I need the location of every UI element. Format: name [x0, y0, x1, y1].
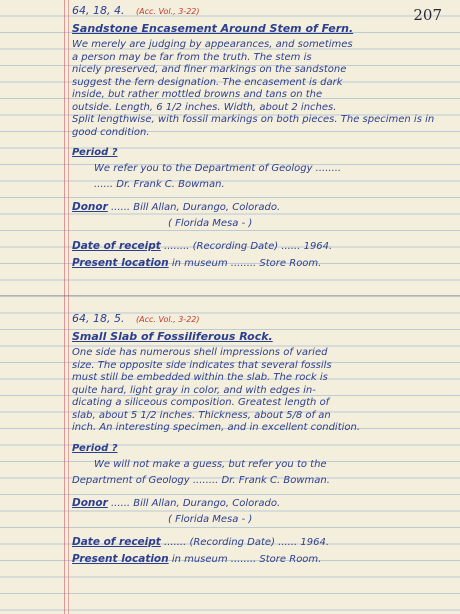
period-label: Period ?: [72, 442, 118, 454]
entry-title: Small Slab of Fossiliferous Rock.: [72, 330, 273, 343]
entry-reference: (Acc. Vol., 3-22): [135, 315, 200, 324]
donor-row: [72, 495, 452, 512]
entry-description: [72, 347, 452, 435]
donor-location: ( Florida Mesa - ): [168, 218, 253, 229]
receipt-value: ........ (Recording Date) ...... 1964.: [164, 241, 333, 252]
entry-2: [72, 310, 452, 568]
description-line: We merely are judging by appearances, and sometimes: [72, 39, 353, 50]
entry-1: [72, 2, 452, 272]
description-line: size. The opposite side indicates that several fossils: [72, 359, 332, 371]
description-line: One side has numerous shell impressions of varied: [72, 347, 328, 358]
description-line: dicating a siliceous composition. Greatest length of: [72, 397, 330, 408]
receipt-value: ....... (Recording Date) ...... 1964.: [164, 536, 330, 548]
donor-row: [72, 199, 452, 216]
description-line: nicely preserved, and finer markings on the sandstone: [72, 64, 347, 75]
entry-description: [72, 39, 452, 139]
description-line: suggest the fern designation. The encasement is dark: [72, 76, 343, 88]
entry-divider: [0, 295, 460, 296]
location-value: in museum ........ Store Room.: [171, 258, 322, 269]
donor-location: ( Florida Mesa - ): [168, 513, 253, 525]
receipt-label: Date of receipt: [72, 240, 161, 252]
receipt-row: [72, 238, 452, 255]
entry-number: 64, 18, 5.: [72, 312, 125, 325]
location-row: [72, 551, 452, 568]
description-line: Split lengthwise, with fossil markings on both pieces. The specimen is in good condition.: [72, 114, 435, 138]
receipt-row: [72, 534, 452, 551]
description-line: inch. An interesting specimen, and in excellent condition.: [72, 422, 361, 433]
page-number: 207: [413, 6, 442, 24]
location-label: Present location: [72, 257, 169, 269]
period-text: ...... Dr. Frank C. Bowman.: [94, 179, 225, 190]
location-row: [72, 255, 452, 272]
location-value: in museum ........ Store Room.: [171, 553, 322, 565]
entry-number: 64, 18, 4.: [72, 4, 125, 17]
donor-value: ...... Bill Allan, Durango, Colorado.: [110, 202, 281, 213]
location-label: Present location: [72, 552, 169, 565]
description-line: quite hard, light gray in color, and with edges in-: [72, 384, 316, 396]
period-text: Department of Geology ........ Dr. Frank C. Bowman.: [72, 474, 330, 486]
description-line: slab, about 5 1/2 inches. Thickness, about 5/8 of an: [72, 409, 331, 421]
period-text: We refer you to the Department of Geology ........: [94, 163, 342, 174]
entry-title: Sandstone Encasement Around Stem of Fern.: [72, 22, 354, 35]
period-text: We will not make a guess, but refer you to the: [94, 458, 327, 470]
donor-label: Donor: [72, 201, 108, 213]
entry-reference: (Acc. Vol., 3-22): [135, 7, 200, 16]
receipt-label: Date of receipt: [72, 535, 161, 548]
entry-header: [72, 310, 452, 328]
period-label: Period ?: [72, 147, 118, 158]
donor-value: ...... Bill Allan, Durango, Colorado.: [110, 497, 281, 509]
description-line: outside. Length, 6 1/2 inches. Width, about 2 inches.: [72, 101, 337, 113]
entry-header: [72, 2, 452, 20]
donor-label: Donor: [72, 496, 108, 509]
description-line: must still be embedded within the slab. The rock is: [72, 372, 328, 383]
description-line: inside, but rather mottled browns and tans on the: [72, 89, 323, 100]
description-line: a person may be far from the truth. The stem is: [72, 51, 312, 63]
